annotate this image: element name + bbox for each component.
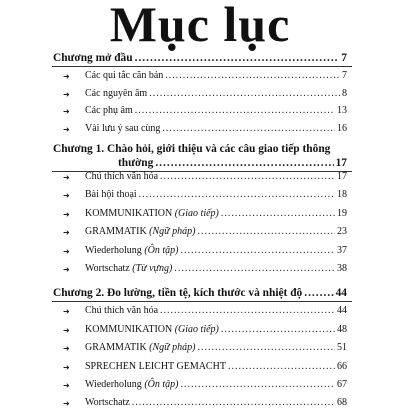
item-text: Wiederholung xyxy=(85,245,142,256)
item-text: Vài lưu ý sau cùng xyxy=(85,123,161,134)
page-number: 68 xyxy=(337,397,347,408)
page-number: 13 xyxy=(337,105,347,116)
toc-item-entry[interactable] xyxy=(85,263,347,274)
page-number: 44 xyxy=(337,305,347,316)
item-note: (Giao tiếp) xyxy=(174,324,219,335)
item-note: (Ngữ pháp) xyxy=(149,342,196,353)
item-title xyxy=(85,324,219,335)
bullet-arrow-icon: ➜ xyxy=(63,210,70,219)
dot-leader xyxy=(228,361,335,372)
page-number: 48 xyxy=(337,324,347,335)
toc-item-entry[interactable] xyxy=(85,342,347,353)
dot-leader xyxy=(180,245,335,256)
page-number: 66 xyxy=(337,361,347,372)
item-title xyxy=(85,123,160,134)
bullet-arrow-icon: ➜ xyxy=(63,381,70,390)
page-number: 67 xyxy=(337,379,347,390)
item-text: Chú thích văn hóa xyxy=(85,305,159,316)
item-text: Các phụ âm xyxy=(85,105,133,116)
dot-leader xyxy=(174,263,335,274)
item-title xyxy=(85,105,133,116)
toc-item-entry[interactable] xyxy=(85,105,347,116)
dot-leader xyxy=(180,379,335,390)
item-text: SPRECHEN LEICHT GEMACHT xyxy=(85,361,226,372)
page-number: 8 xyxy=(342,88,347,99)
toc-chapter-entry[interactable] xyxy=(53,287,347,299)
toc-chapter-entry[interactable] xyxy=(118,157,347,169)
item-note: (Ngữ pháp) xyxy=(149,226,196,237)
bullet-arrow-icon: ➜ xyxy=(63,363,70,372)
toc-item-entry[interactable] xyxy=(85,379,347,390)
dot-leader xyxy=(197,226,335,237)
dot-leader xyxy=(155,157,333,169)
page-number: 7 xyxy=(341,52,347,64)
bullet-arrow-icon: ➜ xyxy=(63,125,70,134)
bullet-arrow-icon: ➜ xyxy=(63,72,70,81)
item-text: Wortschatz xyxy=(85,263,130,274)
chapter-title: thường xyxy=(118,157,154,169)
dot-leader xyxy=(221,208,335,219)
page-number: 17 xyxy=(337,171,347,182)
toc-item-entry[interactable] xyxy=(85,361,347,372)
toc-item-entry[interactable] xyxy=(85,324,347,335)
toc-item-entry[interactable] xyxy=(85,171,347,182)
chapter-title: Chương 2. Đo lường, tiền tệ, kích thước và nhiệt độ xyxy=(53,287,303,299)
toc-item-entry[interactable] xyxy=(85,123,347,134)
bullet-arrow-icon: ➜ xyxy=(63,307,70,316)
bullet-arrow-icon: ➜ xyxy=(63,344,70,353)
page-number: 18 xyxy=(337,189,347,200)
bullet-arrow-icon: ➜ xyxy=(63,265,70,274)
item-title xyxy=(85,245,178,256)
chapter-rule xyxy=(52,301,352,302)
bullet-arrow-icon: ➜ xyxy=(63,326,70,335)
page-number: 19 xyxy=(337,208,347,219)
item-text: KOMMUNIKATION xyxy=(85,208,173,219)
toc-item-entry[interactable] xyxy=(85,70,347,81)
item-text: KOMMUNIKATION xyxy=(85,324,173,335)
item-title xyxy=(85,226,195,237)
item-text: GRAMMATIK xyxy=(85,226,147,237)
item-text: Wiederholung xyxy=(85,379,142,390)
item-title xyxy=(85,305,158,316)
item-title xyxy=(85,263,172,274)
item-title xyxy=(85,70,163,81)
page-number: 17 xyxy=(335,157,347,169)
item-title xyxy=(85,171,158,182)
dot-leader xyxy=(135,105,335,116)
page-title: Mục lục xyxy=(109,0,291,52)
item-title xyxy=(85,189,137,200)
dot-leader xyxy=(165,70,340,81)
page-number: 7 xyxy=(342,70,347,81)
bullet-arrow-icon: ➜ xyxy=(63,191,70,200)
item-note: (Ôn tập) xyxy=(144,379,179,390)
toc-chapter-entry[interactable] xyxy=(53,52,347,64)
bullet-arrow-icon: ➜ xyxy=(63,107,70,116)
page-number: 16 xyxy=(337,123,347,134)
item-note: (Ôn tập) xyxy=(144,245,179,256)
dot-leader xyxy=(139,189,335,200)
bullet-arrow-icon: ➜ xyxy=(63,399,70,408)
toc-item-entry[interactable] xyxy=(85,305,347,316)
page-number: 44 xyxy=(335,287,347,299)
chapter-rule xyxy=(52,66,352,67)
page-number: 51 xyxy=(337,342,347,353)
item-text: Wortschatz xyxy=(85,397,130,408)
bullet-arrow-icon: ➜ xyxy=(63,173,70,182)
bullet-arrow-icon: ➜ xyxy=(63,228,70,237)
toc-item-entry[interactable] xyxy=(85,208,347,219)
dot-leader xyxy=(221,324,335,335)
page-number: 23 xyxy=(337,226,347,237)
toc-item-entry[interactable] xyxy=(85,245,347,256)
item-text: Các nguyên âm xyxy=(85,88,148,99)
chapter-title: Chương mở đầu xyxy=(53,52,133,64)
dot-leader xyxy=(162,123,335,134)
toc-item-entry[interactable] xyxy=(85,189,347,200)
item-text: Bài hội thoại xyxy=(85,189,137,200)
dot-leader xyxy=(149,88,340,99)
item-title xyxy=(85,88,147,99)
item-note: (Từ vựng) xyxy=(132,263,173,274)
page-number: 37 xyxy=(337,245,347,256)
toc-item-entry[interactable] xyxy=(85,397,347,408)
bullet-arrow-icon: ➜ xyxy=(63,90,70,99)
dot-leader xyxy=(160,305,335,316)
dot-leader xyxy=(197,342,335,353)
toc-item-entry[interactable] xyxy=(85,226,347,237)
item-title xyxy=(85,379,178,390)
bullet-arrow-icon: ➜ xyxy=(63,247,70,256)
toc-item-entry[interactable] xyxy=(85,88,347,99)
dot-leader xyxy=(132,397,335,408)
item-title xyxy=(85,397,130,408)
item-note: (Giao tiếp) xyxy=(174,208,219,219)
item-text: GRAMMATIK xyxy=(85,342,147,353)
page-number: 38 xyxy=(337,263,347,274)
chapter-title-line: Chương 1. Chào hỏi, giới thiệu và các câu giao tiếp thông xyxy=(53,143,331,155)
item-title xyxy=(85,361,226,372)
dot-leader xyxy=(135,52,340,64)
dot-leader xyxy=(160,171,335,182)
dot-leader xyxy=(304,287,333,299)
item-text: Chú thích văn hóa xyxy=(85,171,159,182)
item-text: Các qui tắc căn bản xyxy=(85,70,164,81)
item-title xyxy=(85,342,195,353)
item-title xyxy=(85,208,219,219)
